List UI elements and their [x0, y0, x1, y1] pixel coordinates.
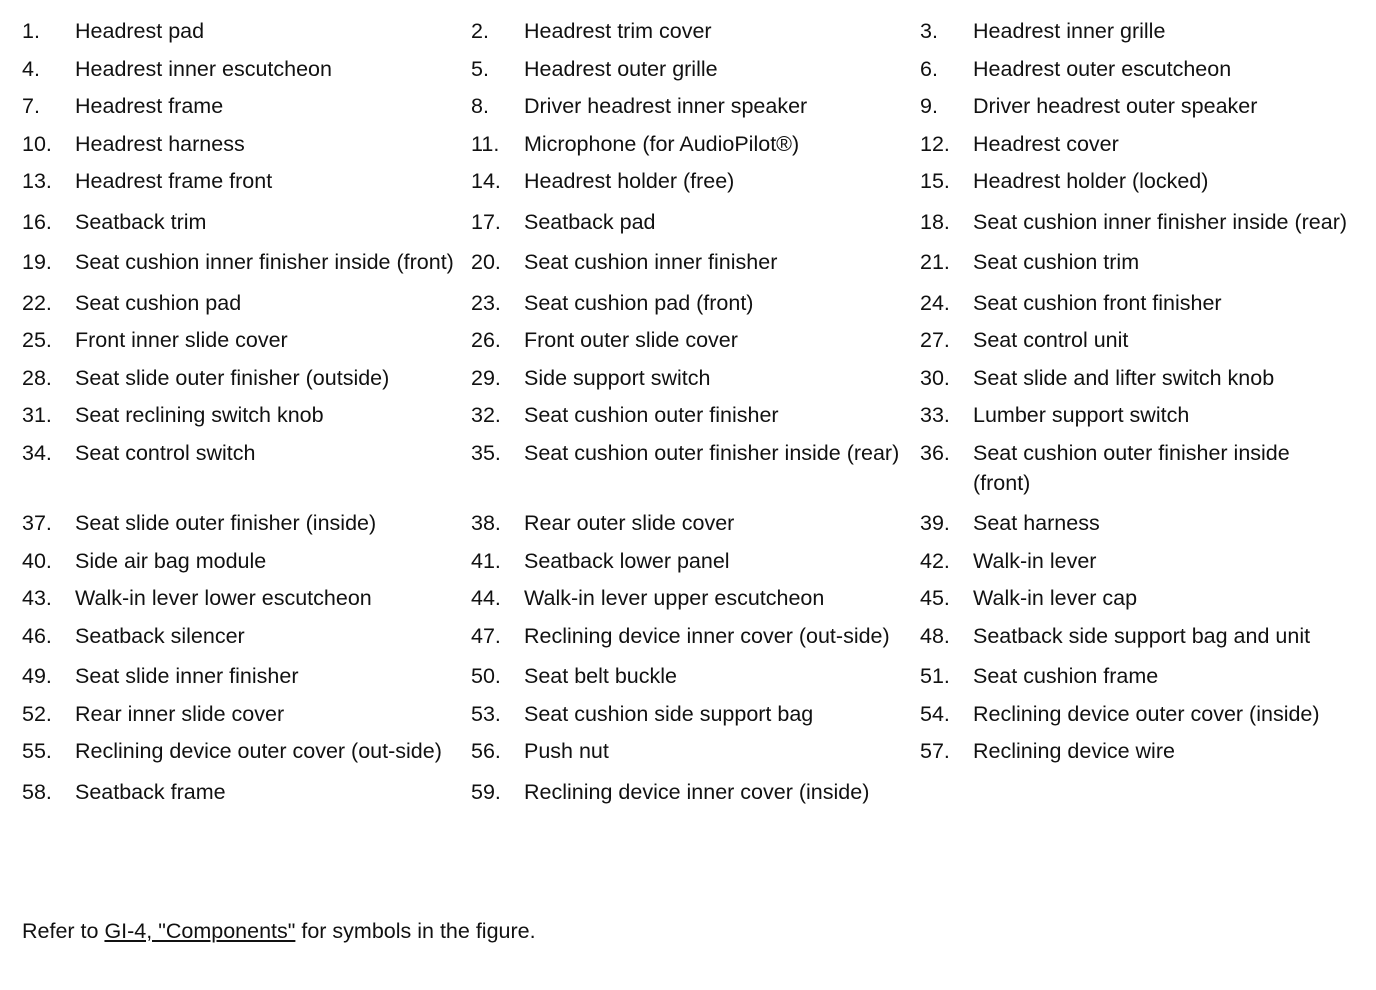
- legend-item: [920, 247, 1360, 277]
- legend-item: [471, 207, 920, 237]
- legend-item: [920, 16, 1360, 46]
- item-number: 20.: [471, 250, 501, 274]
- legend-row: [22, 508, 1362, 538]
- legend-item: [22, 16, 471, 46]
- legend-item: [920, 736, 1360, 766]
- legend-item: [471, 91, 920, 121]
- item-number: 9.: [920, 94, 938, 118]
- item-number: 52.: [22, 701, 52, 726]
- legend-item: [920, 508, 1360, 538]
- legend-item: [920, 288, 1360, 318]
- item-label: Walk-in lever upper escutcheon: [524, 586, 825, 610]
- legend-item: [22, 166, 471, 196]
- item-number: 42.: [920, 548, 950, 573]
- item-number: 17.: [471, 209, 501, 234]
- item-number: 44.: [471, 586, 501, 610]
- legend-item: [920, 363, 1360, 393]
- item-label: Seat cushion frame: [973, 664, 1159, 688]
- footer-note: [22, 916, 536, 946]
- legend-item: [22, 54, 471, 84]
- legend-item: [471, 661, 920, 691]
- item-label: Seatback side support bag and unit: [973, 623, 1311, 648]
- legend-item: [920, 91, 1360, 121]
- item-number: 47.: [471, 623, 501, 648]
- item-label: Headrest cover: [973, 131, 1119, 156]
- item-label: Side air bag module: [75, 548, 267, 573]
- legend-item: [920, 699, 1360, 729]
- item-number: 37.: [22, 511, 52, 535]
- item-label: Seat slide and lifter switch knob: [973, 365, 1275, 390]
- item-number: 55.: [22, 739, 52, 763]
- legend-row: [22, 54, 1362, 84]
- item-number: 4.: [22, 56, 40, 81]
- item-label: Headrest inner grille: [973, 19, 1166, 43]
- legend-row: [22, 583, 1362, 613]
- item-number: 28.: [22, 365, 52, 390]
- item-number: 14.: [471, 169, 501, 193]
- item-label: Headrest frame front: [75, 169, 273, 193]
- legend-item: [920, 54, 1360, 84]
- legend-item: [471, 16, 920, 46]
- legend-item: [471, 546, 920, 576]
- item-number: 59.: [471, 779, 501, 804]
- item-number: 56.: [471, 739, 501, 763]
- item-label: Seat harness: [973, 511, 1100, 535]
- item-number: 46.: [22, 623, 52, 648]
- item-label: Headrest frame: [75, 94, 224, 118]
- item-label: Headrest holder (locked): [973, 169, 1209, 193]
- item-number: 57.: [920, 739, 950, 763]
- item-label: Seat control switch: [75, 440, 256, 465]
- item-label: Reclining device outer cover (inside): [973, 701, 1320, 726]
- legend-item: [22, 288, 471, 318]
- item-label: Seat cushion side support bag: [524, 701, 814, 726]
- item-number: 15.: [920, 169, 950, 193]
- item-label: Seatback pad: [524, 209, 656, 234]
- item-label: Seat cushion trim: [973, 250, 1140, 274]
- item-label: Seat control unit: [973, 328, 1129, 352]
- legend-item: [471, 438, 920, 468]
- item-label: Driver headrest inner speaker: [524, 94, 808, 118]
- item-number: 40.: [22, 548, 52, 573]
- footer-suffix: for symbols in the figure.: [295, 919, 536, 943]
- legend-item: [471, 777, 911, 807]
- legend-item: [22, 699, 471, 729]
- item-label: Seat slide inner finisher: [75, 664, 299, 688]
- item-number: 36.: [920, 440, 950, 465]
- item-number: 8.: [471, 94, 489, 118]
- item-label: Rear outer slide cover: [524, 511, 735, 535]
- legend-item: [471, 325, 920, 355]
- legend-row: [22, 400, 1362, 430]
- item-label: Driver headrest outer speaker: [973, 94, 1258, 118]
- legend-item: [471, 621, 920, 651]
- legend-item: [22, 438, 471, 468]
- item-label: Seatback lower panel: [524, 548, 730, 573]
- item-label: Headrest outer grille: [524, 56, 718, 81]
- item-label: Microphone (for AudioPilot®): [524, 131, 800, 156]
- item-number: 16.: [22, 209, 52, 234]
- item-number: 49.: [22, 664, 52, 688]
- item-number: 23.: [471, 290, 501, 315]
- legend-item: [22, 777, 471, 807]
- item-number: 1.: [22, 19, 40, 43]
- legend-item: [920, 207, 1360, 237]
- item-label: Seat cushion pad (front): [524, 290, 754, 315]
- legend-item: [22, 207, 471, 237]
- legend-item: [920, 438, 1360, 498]
- item-number: 54.: [920, 701, 950, 726]
- item-label: Headrest harness: [75, 131, 245, 156]
- legend-item: [471, 583, 920, 613]
- item-label: Reclining device inner cover (inside): [524, 779, 870, 804]
- legend-item: [920, 583, 1360, 613]
- legend-item: [471, 247, 920, 277]
- legend-item: [22, 325, 471, 355]
- item-number: 6.: [920, 56, 938, 81]
- item-number: 2.: [471, 19, 489, 43]
- legend-item: [22, 247, 471, 277]
- legend-row: [22, 207, 1362, 237]
- legend-row: [22, 699, 1362, 729]
- legend-item: [920, 400, 1360, 430]
- item-number: 26.: [471, 328, 501, 352]
- components-reference-link[interactable]: GI-4, "Components": [104, 919, 296, 943]
- item-label: Headrest outer escutcheon: [973, 56, 1232, 81]
- item-label: Reclining device wire: [973, 739, 1175, 763]
- item-label: Headrest inner escutcheon: [75, 56, 332, 81]
- item-label: Front inner slide cover: [75, 328, 288, 352]
- legend-row: [22, 736, 1362, 766]
- item-label: Headrest pad: [75, 19, 205, 43]
- parts-legend: [22, 16, 1362, 814]
- item-number: 31.: [22, 403, 52, 427]
- legend-row: [22, 129, 1362, 159]
- item-number: 50.: [471, 664, 501, 688]
- item-label: Seat cushion pad: [75, 290, 242, 315]
- item-label: Headrest holder (free): [524, 169, 735, 193]
- item-number: 35.: [471, 440, 501, 465]
- legend-row: [22, 288, 1362, 318]
- item-label: Reclining device inner cover (out-side): [524, 623, 890, 648]
- item-label: Seat slide outer finisher (outside): [75, 365, 390, 390]
- item-number: 10.: [22, 131, 52, 156]
- item-number: 41.: [471, 548, 501, 573]
- item-label: Push nut: [524, 739, 609, 763]
- item-number: 24.: [920, 290, 950, 315]
- legend-item: [22, 546, 471, 576]
- item-label: Seat cushion outer finisher inside (front): [973, 440, 1290, 495]
- legend-item: [471, 363, 920, 393]
- item-label: Reclining device outer cover (out-side): [75, 739, 442, 763]
- legend-row: [22, 621, 1362, 651]
- footer-prefix: Refer to: [22, 919, 105, 943]
- legend-row: [22, 546, 1362, 576]
- item-number: 5.: [471, 56, 489, 81]
- legend-row: [22, 363, 1362, 393]
- item-number: 38.: [471, 511, 501, 535]
- item-label: Seatback silencer: [75, 623, 245, 648]
- item-number: 53.: [471, 701, 501, 726]
- item-label: Front outer slide cover: [524, 328, 738, 352]
- legend-item: [22, 129, 471, 159]
- item-number: 43.: [22, 586, 52, 610]
- legend-row: [22, 247, 1362, 277]
- item-number: 19.: [22, 250, 52, 274]
- item-label: Seat cushion outer finisher inside (rear): [524, 440, 900, 465]
- item-label: Seat cushion inner finisher inside (rear): [973, 209, 1348, 234]
- item-number: 12.: [920, 131, 950, 156]
- legend-item: [471, 288, 920, 318]
- legend-item: [471, 736, 920, 766]
- item-number: 21.: [920, 250, 950, 274]
- legend-item: [471, 54, 920, 84]
- legend-item: [22, 508, 471, 538]
- legend-item: [22, 583, 471, 613]
- item-label: Rear inner slide cover: [75, 701, 285, 726]
- item-number: 29.: [471, 365, 501, 390]
- item-number: 48.: [920, 623, 950, 648]
- item-label: Seat belt buckle: [524, 664, 677, 688]
- legend-row: [22, 325, 1362, 355]
- item-number: 58.: [22, 779, 52, 804]
- item-number: 3.: [920, 19, 938, 43]
- item-number: 27.: [920, 328, 950, 352]
- legend-item: [22, 400, 471, 430]
- item-label: Walk-in lever: [973, 548, 1097, 573]
- item-number: 45.: [920, 586, 950, 610]
- item-label: Seat cushion inner finisher: [524, 250, 778, 274]
- item-label: Seat slide outer finisher (inside): [75, 511, 377, 535]
- item-label: Seat reclining switch knob: [75, 403, 324, 427]
- legend-item: [920, 166, 1360, 196]
- legend-row: [22, 438, 1362, 498]
- legend-item: [920, 129, 1360, 159]
- item-number: 34.: [22, 440, 52, 465]
- legend-item: [22, 661, 471, 691]
- legend-item: [920, 621, 1360, 651]
- legend-row: [22, 661, 1362, 691]
- legend-item: [22, 363, 471, 393]
- item-number: 30.: [920, 365, 950, 390]
- item-label: Lumber support switch: [973, 403, 1190, 427]
- item-number: 33.: [920, 403, 950, 427]
- item-label: Seatback trim: [75, 209, 207, 234]
- item-label: Walk-in lever lower escutcheon: [75, 586, 372, 610]
- item-label: Seat cushion front finisher: [973, 290, 1222, 315]
- legend-item: [920, 661, 1360, 691]
- item-label: Side support switch: [524, 365, 711, 390]
- item-number: 51.: [920, 664, 950, 688]
- legend-item: [471, 400, 920, 430]
- item-number: 32.: [471, 403, 501, 427]
- legend-item: [471, 699, 920, 729]
- item-number: 25.: [22, 328, 52, 352]
- legend-item: [920, 325, 1360, 355]
- item-label: Seatback frame: [75, 779, 226, 804]
- item-label: Walk-in lever cap: [973, 586, 1138, 610]
- item-number: 7.: [22, 94, 40, 118]
- legend-row: [22, 91, 1362, 121]
- legend-item: [920, 546, 1360, 576]
- legend-item: [471, 166, 920, 196]
- item-number: 13.: [22, 169, 52, 193]
- item-number: 18.: [920, 209, 950, 234]
- legend-row: [22, 777, 1362, 807]
- item-label: Headrest trim cover: [524, 19, 712, 43]
- legend-item: [22, 91, 471, 121]
- item-number: 11.: [471, 131, 500, 156]
- item-number: 39.: [920, 511, 950, 535]
- legend-item: [471, 508, 920, 538]
- legend-item: [22, 736, 471, 766]
- item-number: 22.: [22, 290, 52, 315]
- legend-row: [22, 16, 1362, 46]
- legend-item: [22, 621, 471, 651]
- item-label: Seat cushion outer finisher: [524, 403, 779, 427]
- legend-row: [22, 166, 1362, 196]
- item-label: Seat cushion inner finisher inside (front): [75, 250, 454, 274]
- legend-item: [471, 129, 920, 159]
